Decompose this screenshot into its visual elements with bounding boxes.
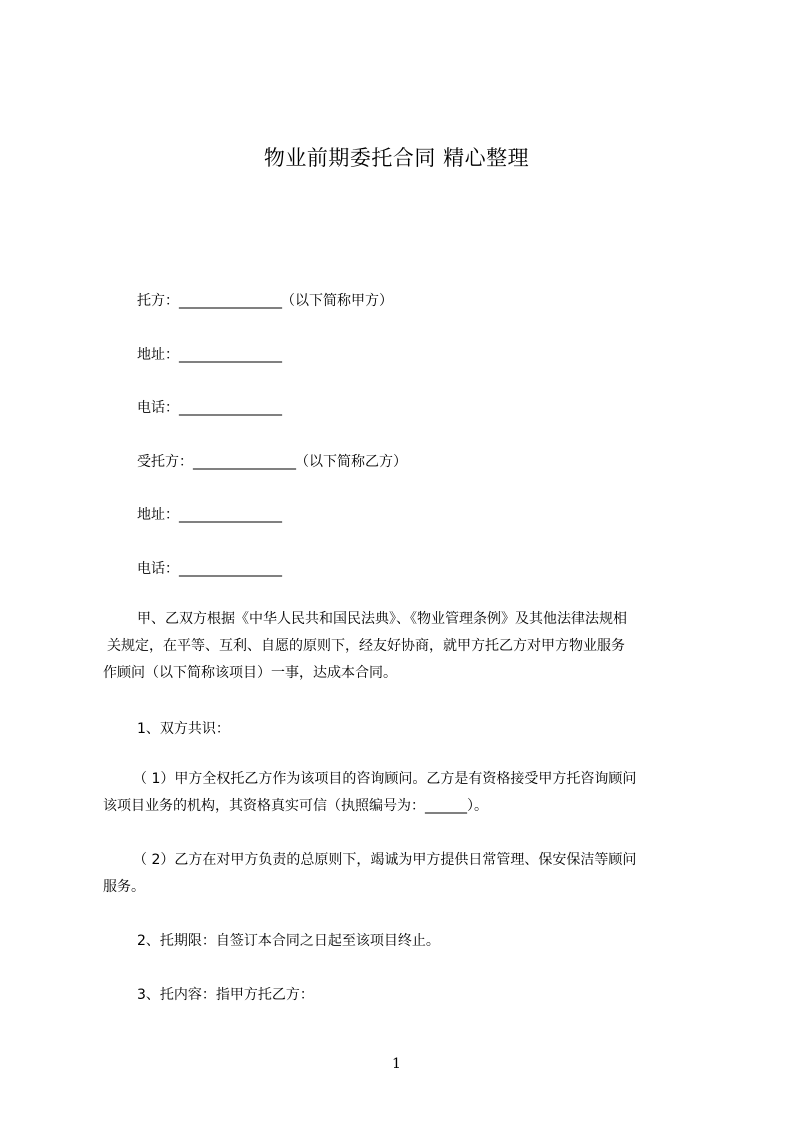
document-title: 物业前期委托合同 精心整理	[263, 146, 530, 170]
client-line	[137, 292, 393, 310]
intro-line-2: 关规定，在平等、互利、自愿的原则下，经友好协商，就甲方托乙方对甲方物业服务	[107, 638, 625, 654]
trustee-phone-label: 电话：	[137, 561, 179, 577]
intro-line-1: 甲、乙双方根据《中华人民共和国民法典》、《物业管理条例》及其他法律法规相	[137, 611, 627, 627]
section-1-heading: 1、双方共识：	[137, 721, 230, 737]
client-phone-label: 电话：	[137, 400, 179, 416]
client-address-line	[137, 346, 281, 364]
section-1-item-1-line-2: 该项目业务的机构，其资格真实可信（执照编号为：______）。	[103, 798, 488, 814]
client-note: （以下简称甲方）	[281, 293, 393, 309]
trustee-blank: _________________	[193, 454, 295, 470]
section-1-item-2-line-2: 服务。	[103, 879, 145, 895]
section-1-item-2	[103, 847, 713, 901]
section-2-text: 2、托期限：自签订本合同之日起至该项目终止。	[137, 933, 440, 949]
client-phone-blank: _________________	[179, 400, 281, 416]
section-1-item-1-line-1: （ 1）甲方全权托乙方作为该项目的咨询顾问。乙方是有资格接受甲方托咨询顾问	[133, 771, 637, 787]
trustee-address-line	[137, 506, 281, 524]
trustee-label: 受托方：	[137, 454, 193, 470]
client-phone-line	[137, 399, 281, 417]
client-address-label: 地址：	[137, 347, 179, 363]
trustee-phone-line	[137, 560, 281, 578]
client-blank: _________________	[179, 293, 281, 309]
page-number: 1	[392, 1056, 401, 1072]
client-address-blank: _________________	[179, 347, 281, 363]
trustee-address-blank: _________________	[179, 507, 281, 523]
section-1-item-2-line-1: （ 2）乙方在对甲方负责的总原则下，竭诚为甲方提供日常管理、保安保洁等顾问	[133, 852, 637, 868]
trustee-line	[137, 453, 407, 471]
trustee-phone-blank: _________________	[179, 561, 281, 577]
trustee-note: （以下简称乙方）	[295, 454, 407, 470]
section-1-item-1	[103, 766, 713, 820]
client-label: 托方：	[137, 293, 179, 309]
intro-line-3: 作顾问（以下简称该项目）一事，达成本合同。	[103, 665, 397, 681]
trustee-address-label: 地址：	[137, 507, 179, 523]
intro-paragraph	[103, 606, 713, 687]
section-3-text: 3、托内容：指甲方托乙方：	[137, 987, 314, 1003]
